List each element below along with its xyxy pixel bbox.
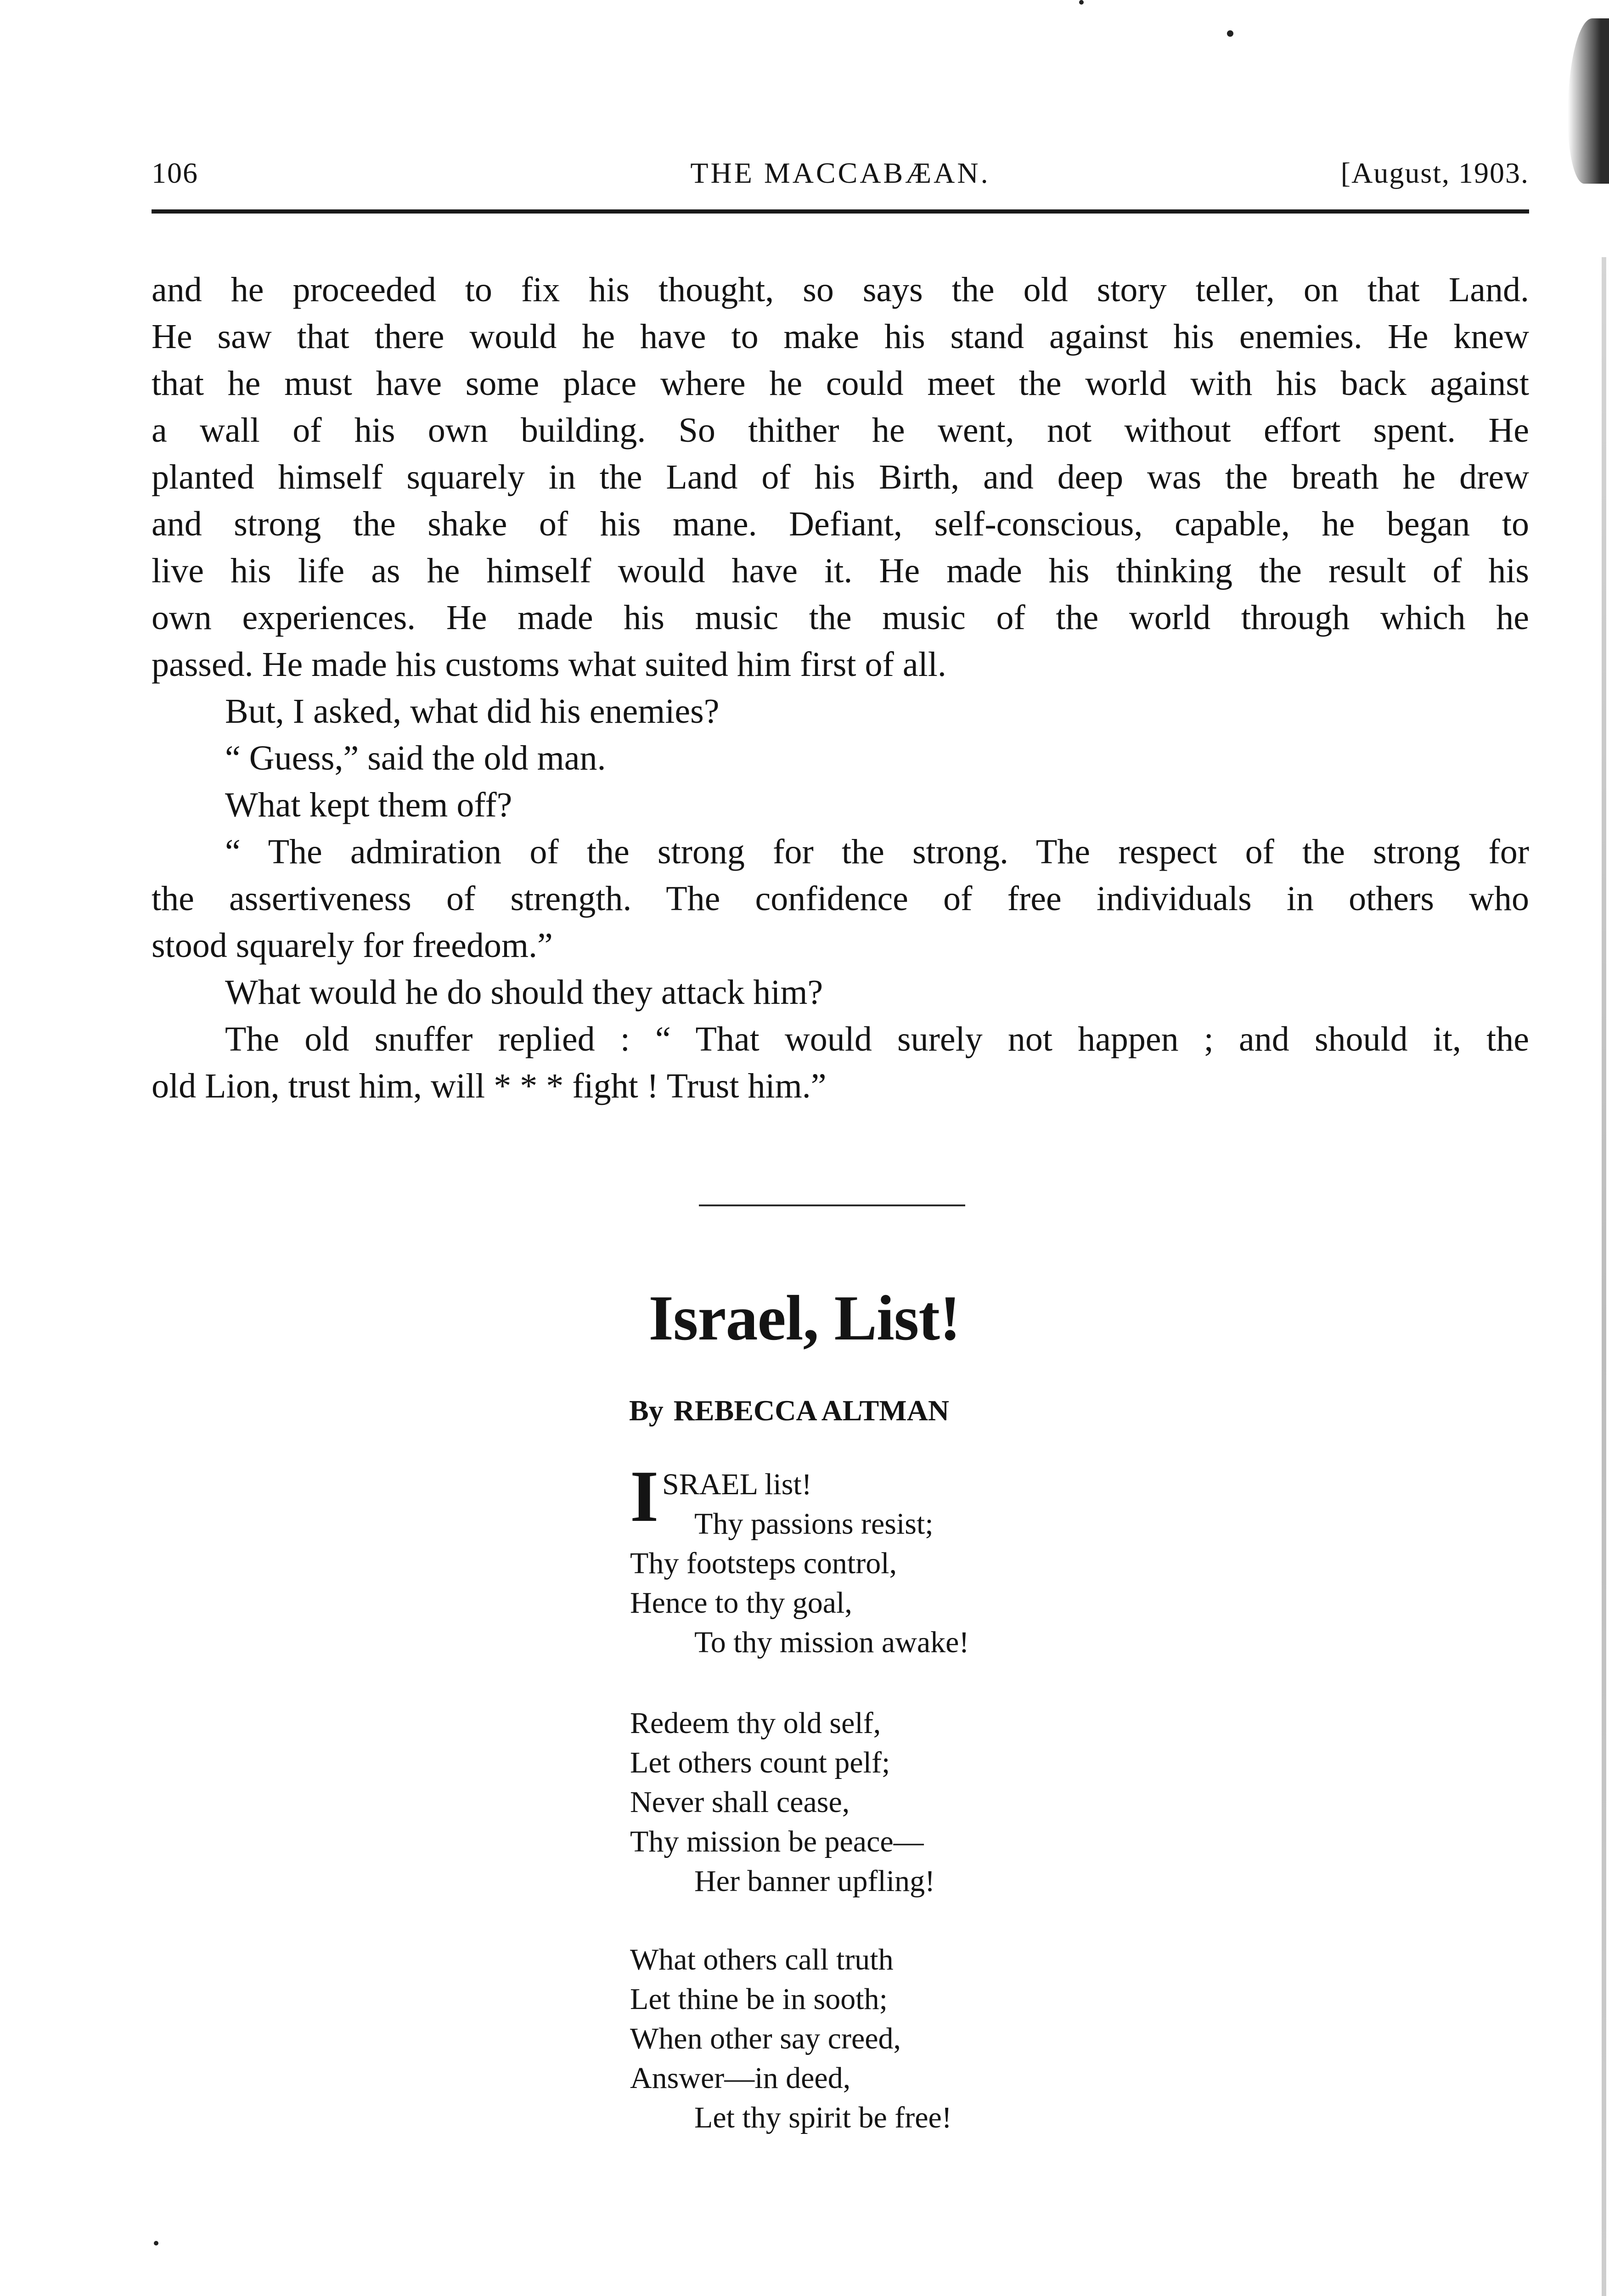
poem-line: Thy footsteps control, — [630, 1547, 897, 1580]
poem-stanza-2 — [630, 1704, 935, 1901]
text-line: He saw that there would he have to make his stand against his enemies. He knew — [152, 317, 1529, 356]
header-rule — [152, 209, 1529, 214]
poem-line: Let thine be in sooth; — [630, 1982, 888, 2016]
question-line: What kept them off? — [225, 786, 512, 824]
answer-line: The old snuffer replied : “ That would surely not happen ; and should it, the — [225, 1020, 1529, 1058]
text-line: own experiences. He made his music the music of the world through which he — [152, 598, 1529, 637]
poem-stanza-1 — [630, 1465, 969, 1662]
poem-line: When other say creed, — [630, 2022, 901, 2055]
text-line: planted himself squarely in the Land of his Birth, and deep was the breath he drew — [152, 458, 1529, 496]
issue-date: [August, 1903. — [1340, 157, 1529, 189]
question-line: But, I asked, what did his enemies? — [225, 692, 720, 731]
question-line: What would he do should they attack him? — [225, 973, 823, 1012]
poem-line: Her banner upfling! — [694, 1864, 935, 1898]
poem-line: Answer—in deed, — [630, 2061, 851, 2095]
text-line: and strong the shake of his mane. Defiant, self-conscious, capable, he began to — [152, 505, 1529, 543]
answer-line: old Lion, trust him, will * * * fight ! Trust him.” — [152, 1067, 827, 1105]
story-text — [152, 266, 1529, 1109]
poem-line: Hence to thy goal, — [630, 1586, 852, 1620]
answer-line: “ The admiration of the strong for the strong. The respect of the strong for — [225, 833, 1529, 871]
text-line: live his life as he himself would have it. He made his thinking the result of his — [152, 551, 1529, 590]
answer-line: “ Guess,” said the old man. — [225, 739, 606, 777]
journal-title: THE MACCABÆAN. — [690, 157, 990, 189]
poem-stanza-3 — [630, 1940, 952, 2138]
section-separator — [699, 1204, 965, 1206]
page-number: 106 — [152, 157, 198, 189]
poem-line: Thy passions resist; — [694, 1507, 934, 1541]
poem-title: Israel, List! — [648, 1283, 961, 1354]
poem-line: Redeem thy old self, — [630, 1706, 881, 1740]
text-line: that he must have some place where he could meet the world with his back against — [152, 364, 1529, 403]
poem-line: What others call truth — [630, 1943, 894, 1976]
drop-cap: I — [630, 1455, 659, 1537]
poem-byline — [629, 1394, 949, 1428]
poem-line: Let others count pelf; — [630, 1746, 890, 1779]
poem-line: SRAEL list! — [662, 1468, 812, 1501]
page-edge-shadow — [1568, 18, 1609, 184]
poem-line: Thy mission be peace— — [630, 1825, 924, 1858]
poem-line: Let thy spirit be free! — [694, 2101, 952, 2134]
text-line: and he proceeded to fix his thought, so says the old story teller, on that Land. — [152, 270, 1529, 309]
text-line: a wall of his own building. So thither he went, not without effort spent. He — [152, 411, 1529, 450]
answer-line: stood squarely for freedom.” — [152, 926, 553, 965]
page-edge-strip — [1602, 257, 1606, 2296]
answer-line: the assertiveness of strength. The confidence of free individuals in others who — [152, 879, 1529, 918]
byline-prefix: By — [629, 1394, 664, 1427]
poem-line: To thy mission awake! — [694, 1626, 969, 1659]
author-name: REBECCA ALTMAN — [673, 1394, 950, 1427]
ink-speck — [1079, 0, 1084, 5]
running-header — [152, 156, 1529, 202]
poem-line: Never shall cease, — [630, 1785, 850, 1819]
text-line: passed. He made his customs what suited him first of all. — [152, 645, 946, 684]
ink-speck — [154, 2241, 158, 2245]
ink-speck — [1227, 30, 1233, 37]
